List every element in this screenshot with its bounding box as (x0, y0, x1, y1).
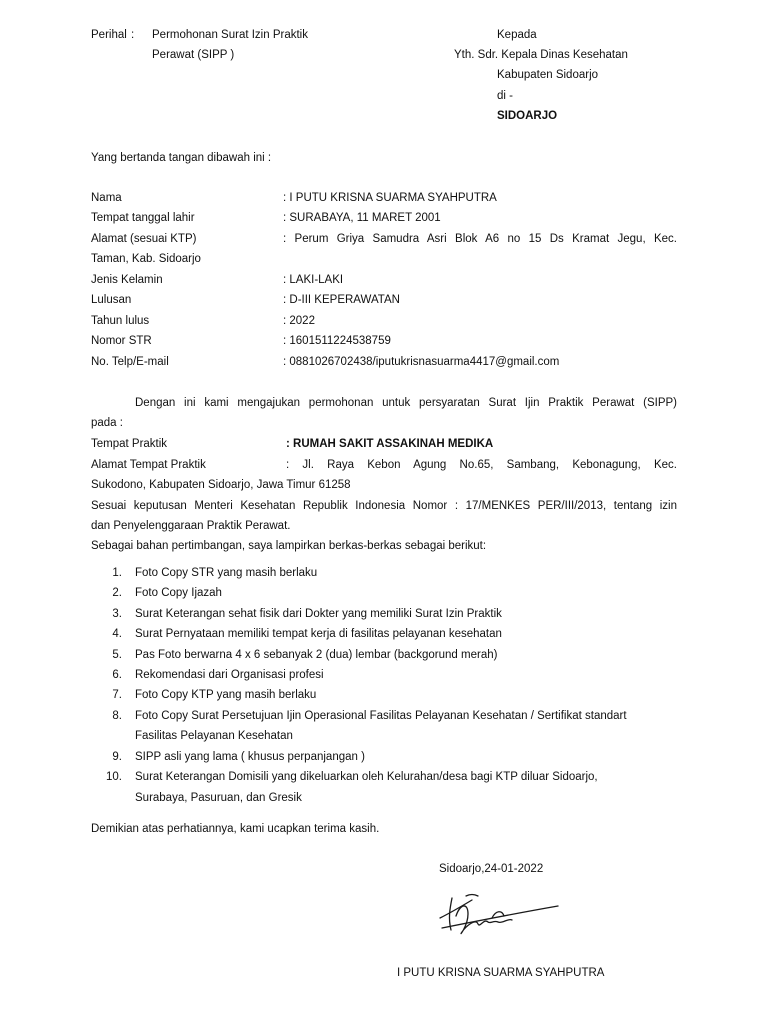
keputusan-line-2: dan Penyelenggaraan Praktik Perawat. (91, 520, 291, 532)
perihal-label: Perihal (91, 29, 127, 41)
tempat-praktik-label: Tempat Praktik (91, 438, 168, 450)
telp-value: : 0881026702438/iputukrisnasuarma4417@gmail.com (283, 356, 560, 368)
recipient-city: SIDOARJO (497, 110, 558, 122)
nama-value: : I PUTU KRISNA SUARMA SYAHPUTRA (283, 192, 497, 204)
list-item: Surat Pernyataan memiliki tempat kerja di fasilitas pelayanan kesehatan (135, 628, 502, 640)
alamat-praktik-value-line-1: : Jl. Raya Kebon Agung No.65, Sambang, Kebonagung, Kec. (286, 459, 677, 471)
list-item-number: 2. (112, 587, 122, 599)
lulusan-label: Lulusan (91, 294, 132, 306)
kepada: Kepada (497, 29, 537, 41)
request-paragraph-line-2: pada : (91, 417, 123, 429)
yth-recipient: Yth. Sdr. Kepala Dinas Kesehatan (454, 49, 628, 61)
perihal-line-2: Perawat (SIPP ) (152, 49, 235, 61)
list-item: Foto Copy KTP yang masih berlaku (135, 689, 317, 701)
alamat-value-line-2: Taman, Kab. Sidoarjo (91, 253, 201, 265)
list-item-number: 10. (106, 771, 122, 783)
jenis-kelamin-value: : LAKI-LAKI (283, 274, 344, 286)
closing-text: Demikian atas perhatiannya, kami ucapkan terima kasih. (91, 823, 380, 835)
list-item-continuation: Surabaya, Pasuruan, dan Gresik (135, 792, 302, 804)
keputusan-line-1: Sesuai keputusan Menteri Kesehatan Republik Indonesia Nomor : 17/MENKES PER/III/2013, tentang izin (91, 500, 677, 512)
lulusan-value: : D-III KEPERAWATAN (283, 294, 400, 306)
list-item-number: 7. (112, 689, 122, 701)
list-item: Surat Keterangan Domisili yang dikeluarkan oleh Kelurahan/desa bagi KTP diluar Sidoarjo, (135, 771, 598, 783)
ttl-label: Tempat tanggal lahir (91, 212, 195, 224)
list-item-continuation: Fasilitas Pelayanan Kesehatan (135, 730, 293, 742)
list-item: Pas Foto berwarna 4 x 6 sebanyak 2 (dua) lembar (backgorund merah) (135, 649, 498, 661)
telp-label: No. Telp/E-mail (91, 356, 169, 368)
jenis-kelamin-label: Jenis Kelamin (91, 274, 163, 286)
perihal-line-1: Permohonan Surat Izin Praktik (152, 29, 308, 41)
list-item-number: 8. (112, 710, 122, 722)
alamat-value-line-1: : Perum Griya Samudra Asri Blok A6 no 15 Ds Kramat Jegu, Kec. (283, 233, 677, 245)
recipient-kabupaten: Kabupaten Sidoarjo (497, 69, 599, 81)
intro-text: Yang bertanda tangan dibawah ini : (91, 152, 272, 164)
list-item: Foto Copy Ijazah (135, 587, 222, 599)
tahun-lulus-label: Tahun lulus (91, 315, 150, 327)
nama-label: Nama (91, 192, 122, 204)
list-item: Surat Keterangan sehat fisik dari Dokter yang memiliki Surat Izin Praktik (135, 608, 502, 620)
list-item: SIPP asli yang lama ( khusus perpanjangan ) (135, 751, 365, 763)
signer-name: I PUTU KRISNA SUARMA SYAHPUTRA (397, 967, 605, 979)
list-item-number: 5. (112, 649, 122, 661)
tempat-praktik-value: : RUMAH SAKIT ASSAKINAH MEDIKA (286, 438, 494, 450)
list-item-number: 4. (112, 628, 122, 640)
list-item-number: 9. (112, 751, 122, 763)
list-item-number: 1. (112, 567, 122, 579)
list-item: Foto Copy STR yang masih berlaku (135, 567, 318, 579)
pertimbangan-text: Sebagai bahan pertimbangan, saya lampirkan berkas-berkas sebagai berikut: (91, 540, 487, 552)
place-date: Sidoarjo,24-01-2022 (439, 863, 544, 875)
signature-icon (432, 888, 562, 948)
nomor-str-label: Nomor STR (91, 335, 152, 347)
list-item-number: 6. (112, 669, 122, 681)
nomor-str-value: : 1601511224538759 (283, 335, 391, 347)
list-item: Foto Copy Surat Persetujuan Ijin Operasional Fasilitas Pelayanan Kesehatan / Sertifikat standart (135, 710, 627, 722)
recipient-di: di - (497, 90, 513, 102)
ttl-value: : SURABAYA, 11 MARET 2001 (283, 212, 441, 224)
perihal-colon: : (131, 29, 135, 41)
list-item: Rekomendasi dari Organisasi profesi (135, 669, 324, 681)
alamat-praktik-value-line-2: Sukodono, Kabupaten Sidoarjo, Jawa Timur 61258 (91, 479, 351, 491)
tahun-lulus-value: : 2022 (283, 315, 315, 327)
request-paragraph-line-1: Dengan ini kami mengajukan permohonan untuk persyaratan Surat Ijin Praktik Perawat (SIPP) (135, 397, 677, 409)
alamat-praktik-label: Alamat Tempat Praktik (91, 459, 206, 471)
alamat-label: Alamat (sesuai KTP) (91, 233, 197, 245)
list-item-number: 3. (112, 608, 122, 620)
